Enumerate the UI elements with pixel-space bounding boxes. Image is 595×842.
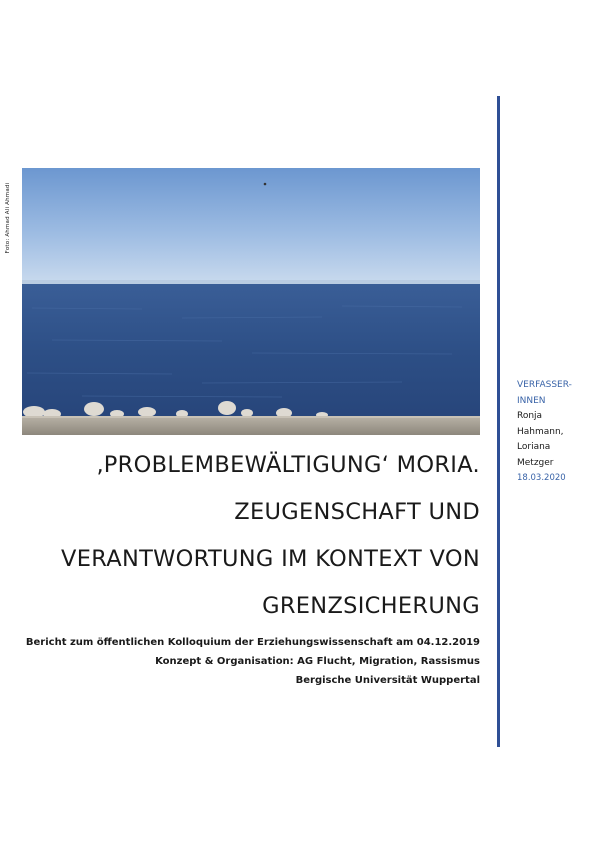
cover-photo-sea [22, 168, 480, 435]
authors-sidebar [517, 378, 592, 487]
sea-photo-graphic [22, 168, 480, 435]
subtitle-university-line: Bergische Universität Wuppertal [295, 675, 480, 686]
vertical-accent-rule [497, 96, 500, 747]
author-line-3: Loriana [517, 442, 551, 452]
author-line-4: Metzger [517, 457, 554, 468]
title-line-4: GRENZSICHERUNG [262, 593, 480, 619]
author-line-2: Hahmann, [517, 426, 564, 437]
photo-credit-text: Foto: Ahmad Ali Ahmadi [5, 182, 11, 254]
author-line-1: Ronja [517, 411, 543, 421]
photo-credit [3, 168, 13, 268]
subtitle-organisation-line: Konzept & Organisation: AG Flucht, Migration, Rassismus [155, 656, 480, 667]
publication-date: 18.03.2020 [517, 473, 566, 483]
authors-label-line-2: INNEN [517, 395, 546, 406]
authors-label-line-1: VERFASSER- [517, 380, 572, 390]
title-line-3: VERANTWORTUNG IM KONTEXT VON [61, 546, 480, 572]
title-line-1: ‚PROBLEMBEWÄLTIGUNG‘ MORIA. [96, 452, 480, 478]
title-line-2: ZEUGENSCHAFT UND [234, 499, 480, 525]
subtitle-report-line: Bericht zum öffentlichen Kolloquium der Erziehungswissenschaft am 04.12.2019 [25, 637, 480, 648]
